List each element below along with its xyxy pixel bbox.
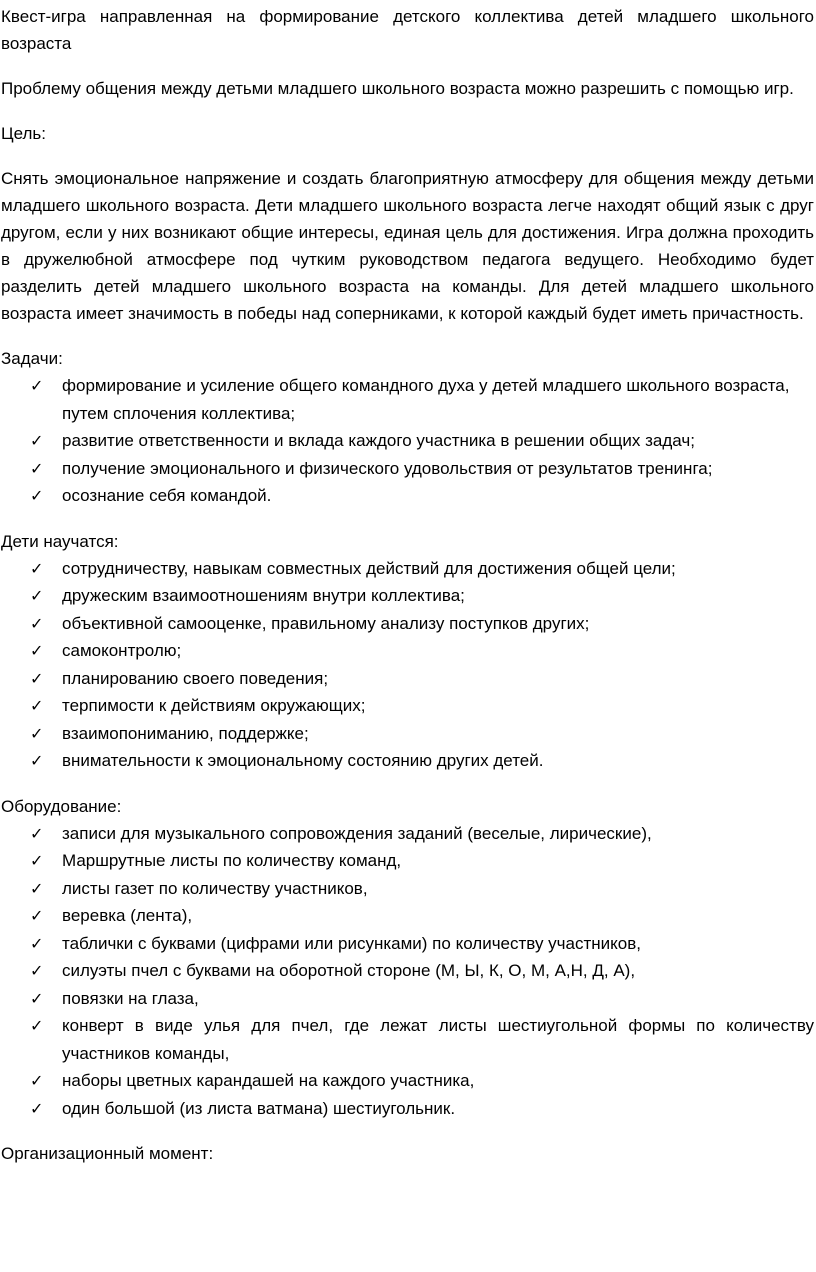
list-item: ✓ наборы цветных карандашей на каждого участника,: [1, 1067, 814, 1095]
document-title: Квест-игра направленная на формирование детского коллектива детей младшего школьного возраста: [1, 7, 814, 53]
check-mark-icon: ✓: [30, 988, 44, 1008]
list-item: ✓ листы газет по количеству участников,: [1, 875, 814, 903]
check-mark-icon: ✓: [30, 696, 44, 715]
goal-paragraph: Снять эмоциональное напряжение и создать благоприятную атмосферу для общения между детьми младшего школьного возраста. Дети младшего школьного возраста легче находят общий язык с друг другом, если у них возникают общие интересы, единая цель для достижения. Игра должна проходить в дружелюбной атмосфере под чутким руководством педагога ведущего. Необходимо будет разделить детей младшего школьного возраста на команды. Для детей младшего школьного возраста имеет значимость в победы над соперниками, к которой каждый будет иметь причастность.: [1, 169, 814, 323]
problem-paragraph: Проблему общения между детьми младшего школьного возраста можно разрешить с помощью игр.: [1, 79, 794, 98]
check-mark-icon: ✓: [30, 751, 44, 770]
list-item: ✓ дружеским взаимоотношениям внутри коллектива;: [1, 582, 814, 610]
equipment-heading: Оборудование:: [1, 796, 122, 816]
list-item: ✓ конверт в виде улья для пчел, где лежат листы шестиугольной формы по количеству участников команды,: [1, 1012, 814, 1067]
list-item: ✓ объективной самооценке, правильному анализу поступков других;: [1, 610, 814, 638]
check-mark-icon: ✓: [30, 878, 44, 898]
list-item: ✓ таблички с буквами (цифрами или рисунками) по количеству участников,: [1, 930, 814, 958]
org-heading: Организационный момент:: [1, 1144, 214, 1163]
list-item: ✓ повязки на глаза,: [1, 985, 814, 1013]
check-mark-icon: ✓: [30, 586, 44, 605]
check-mark-icon: ✓: [30, 851, 44, 870]
learn-list: [1, 555, 814, 775]
list-item: ✓ веревка (лента),: [1, 902, 814, 930]
list-item: ✓ осознание себя командой.: [1, 482, 814, 510]
list-item: ✓ формирование и усиление общего командного духа у детей младшего школьного возраста, путем сплочения коллектива;: [1, 372, 814, 427]
check-mark-icon: ✓: [30, 906, 44, 925]
list-item: ✓ записи для музыкального сопровождения заданий (веселые, лирические),: [1, 820, 814, 848]
list-item: ✓ внимательности к эмоциональному состоянию других детей.: [1, 747, 814, 775]
check-mark-icon: ✓: [30, 641, 44, 660]
list-item: ✓ получение эмоционального и физического удовольствия от результатов тренинга;: [1, 455, 814, 483]
list-item: ✓ сотрудничеству, навыкам совместных действий для достижения общей цели;: [1, 555, 814, 583]
list-item: ✓ самоконтролю;: [1, 637, 814, 665]
check-mark-icon: ✓: [30, 486, 44, 505]
learn-heading: Дети научатся:: [1, 531, 119, 551]
list-item: ✓ планированию своего поведения;: [1, 665, 814, 693]
list-item: ✓ силуэты пчел с буквами на оборотной стороне (М, Ы, К, О, М, А,Н, Д, А),: [1, 957, 814, 985]
check-mark-icon: ✓: [30, 1098, 44, 1118]
equipment-list: [1, 820, 814, 1123]
check-mark-icon: ✓: [30, 723, 44, 743]
check-mark-icon: ✓: [30, 933, 44, 953]
check-mark-icon: ✓: [30, 458, 44, 478]
check-mark-icon: ✓: [30, 558, 44, 578]
list-item: ✓ терпимости к действиям окружающих;: [1, 692, 814, 720]
check-mark-icon: ✓: [30, 613, 44, 633]
tasks-heading: Задачи:: [1, 349, 63, 368]
check-mark-icon: ✓: [30, 668, 44, 688]
goal-heading: Цель:: [1, 124, 46, 143]
list-item: ✓ один большой (из листа ватмана) шестиугольник.: [1, 1095, 814, 1123]
list-item: ✓ взаимопониманию, поддержке;: [1, 720, 814, 748]
check-mark-icon: ✓: [30, 376, 44, 395]
check-mark-icon: ✓: [30, 961, 44, 980]
tasks-list: [1, 372, 814, 510]
check-mark-icon: ✓: [30, 1016, 44, 1035]
list-item: ✓ Маршрутные листы по количеству команд,: [1, 847, 814, 875]
check-mark-icon: ✓: [30, 823, 44, 843]
list-item: ✓ развитие ответственности и вклада каждого участника в решении общих задач;: [1, 427, 814, 455]
check-mark-icon: ✓: [30, 431, 44, 450]
check-mark-icon: ✓: [30, 1071, 44, 1090]
